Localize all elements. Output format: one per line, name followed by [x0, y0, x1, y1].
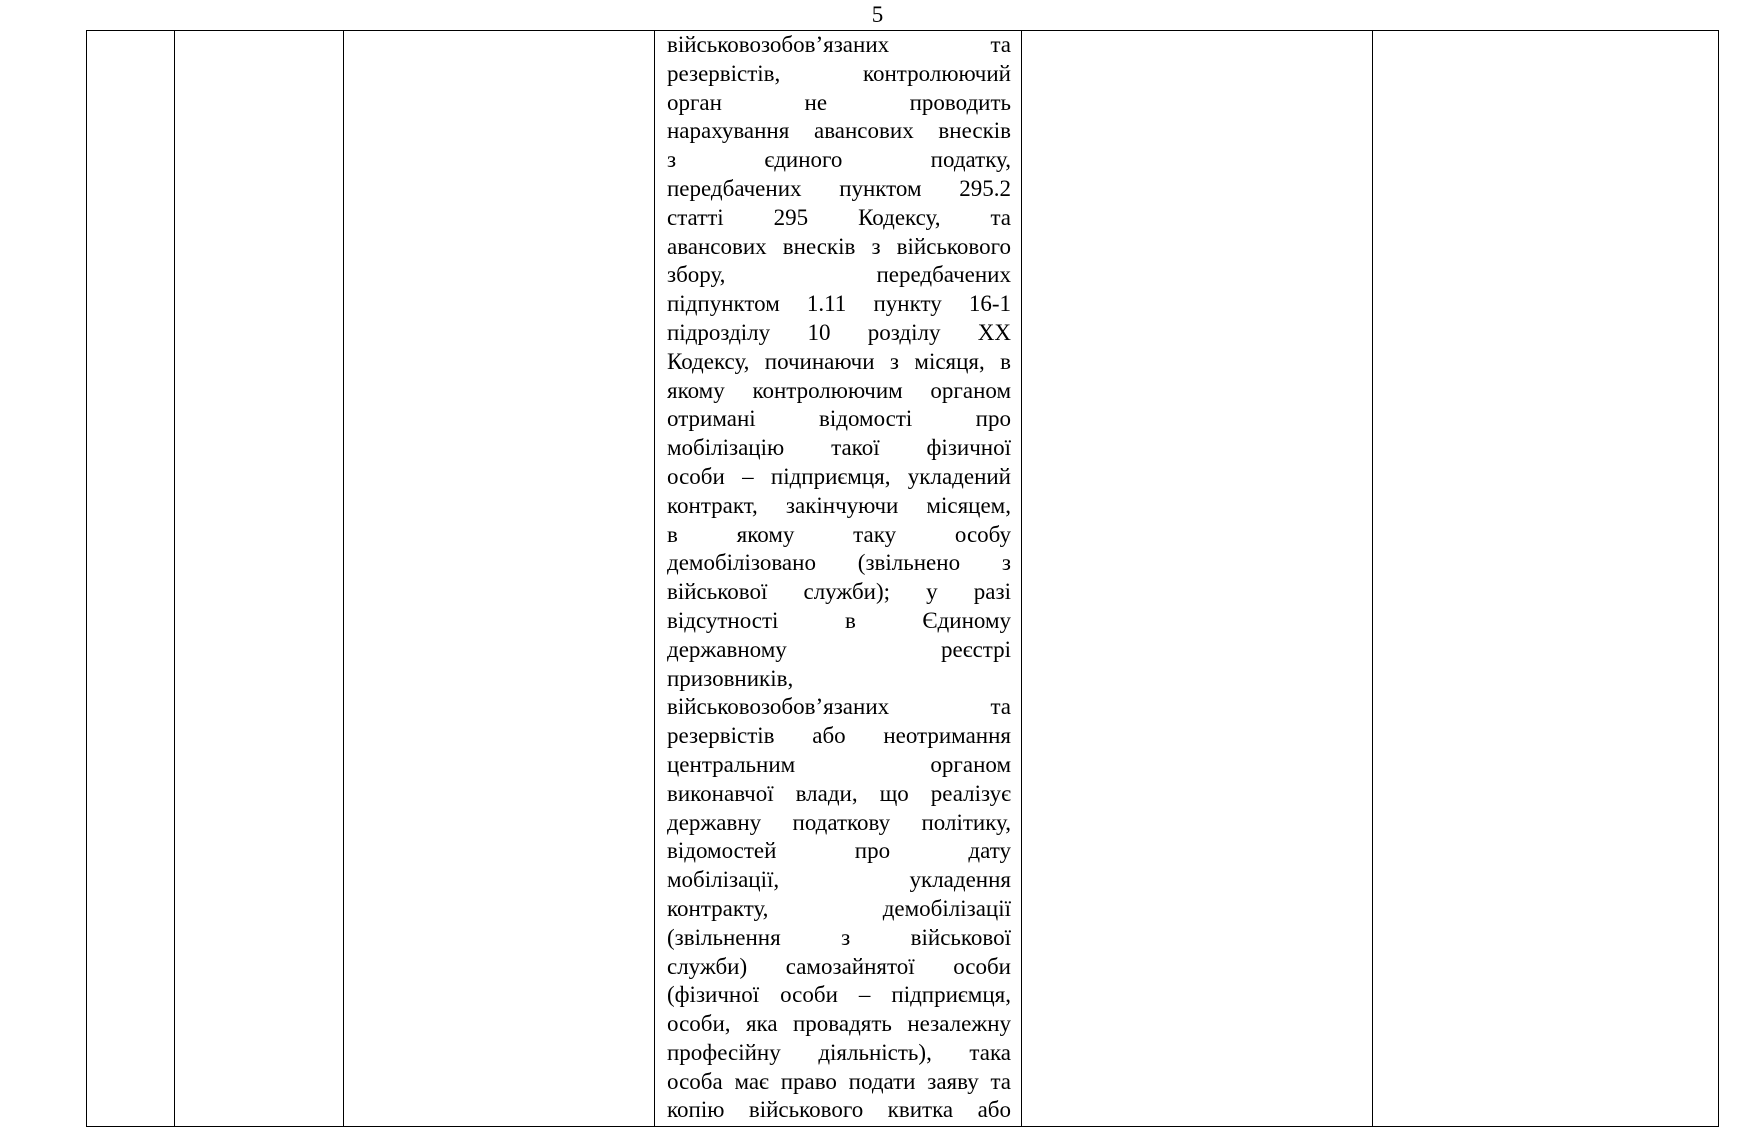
text-line: орган не проводить — [667, 89, 1011, 115]
text-line: передбачених пунктом 295.2 — [667, 175, 1011, 201]
text-line: резервістів або неотримання — [667, 723, 1011, 749]
text-line: підрозділу 10 розділу XX — [667, 319, 1011, 345]
page-number: 5 — [871, 2, 884, 27]
text-line: мобілізації, укладення — [667, 867, 1011, 893]
text-line: статті 295 Кодексу, та — [667, 204, 1011, 230]
text-line: Кодексу, починаючи з місяця, в — [667, 348, 1011, 374]
text-line: збору, передбачених — [667, 262, 1011, 288]
text-line: відомостей про дату — [667, 838, 1011, 864]
document-table — [86, 30, 1719, 1127]
text-line: авансових внесків з військового — [667, 233, 1011, 259]
text-line: в якому таку особу — [667, 521, 1011, 547]
text-line: служби) самозайнятої особи — [667, 953, 1011, 979]
table-cell-col-1 — [87, 31, 175, 1127]
text-line: особи – підприємця, укладений — [667, 463, 1011, 489]
table-cell-col-2 — [175, 31, 344, 1127]
table-cell-col-3 — [344, 31, 655, 1127]
text-line: отримані відомості про — [667, 406, 1011, 432]
text-line: військовозобов’язаних та — [667, 694, 1011, 720]
text-line: демобілізовано (звільнено з — [667, 550, 1011, 576]
cell-paragraph — [655, 31, 1021, 1125]
table-cell-col-6 — [1373, 31, 1719, 1127]
text-line: якому контролюючим органом — [667, 377, 1011, 403]
text-line: нарахування авансових внесків — [667, 118, 1011, 144]
text-line: державному реєстрі — [667, 636, 1011, 662]
text-line: контракт, закінчуючи місяцем, — [667, 492, 1011, 518]
table-row — [87, 31, 1719, 1127]
text-line: державну податкову політику, — [667, 809, 1011, 835]
text-line: військовозобов’язаних та — [667, 32, 1011, 57]
table-cell-col-5 — [1022, 31, 1373, 1127]
text-line: (фізичної особи – підприємця, — [667, 982, 1011, 1008]
text-line: (звільнення з військової — [667, 924, 1011, 950]
text-line: копію військового квитка або — [667, 1097, 1011, 1123]
text-line: призовників, — [667, 665, 794, 691]
text-line: особа має право подати заяву та — [667, 1068, 1011, 1094]
text-line: військової служби); у разі — [667, 579, 1011, 605]
text-line: особи, яка провадять незалежну — [667, 1011, 1011, 1037]
text-line: виконавчої влади, що реалізує — [667, 780, 1011, 806]
text-line: відсутності в Єдиному — [667, 607, 1011, 633]
text-line: з єдиного податку, — [667, 147, 1011, 173]
table-cell-col-4 — [655, 31, 1022, 1127]
text-line: професійну діяльність), така — [667, 1039, 1011, 1065]
text-line: мобілізацію такої фізичної — [667, 435, 1011, 461]
text-line: підпунктом 1.11 пункту 16-1 — [667, 291, 1011, 317]
text-line: центральним органом — [667, 751, 1011, 777]
text-line: резервістів, контролюючий — [667, 60, 1011, 86]
text-line: контракту, демобілізації — [667, 895, 1011, 921]
